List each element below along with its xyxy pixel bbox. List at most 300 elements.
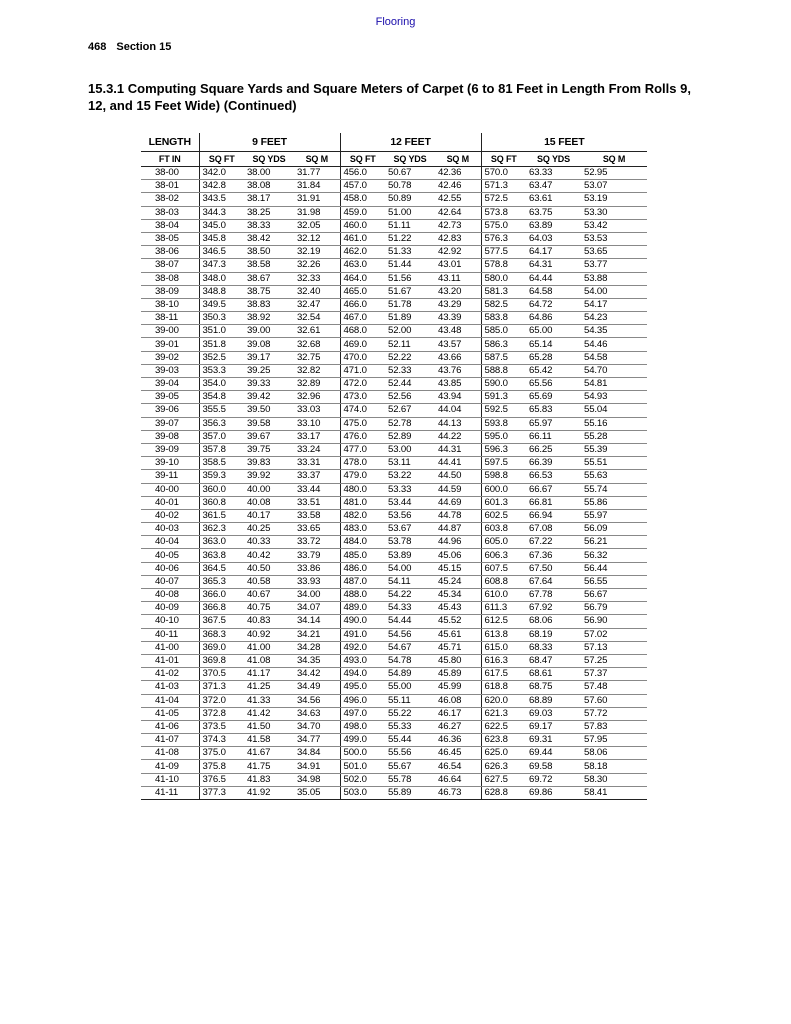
cell-sqm-12: 44.13 [435,417,481,430]
cell-sqm-12: 43.48 [435,325,481,338]
cell-length: 40-06 [141,562,199,575]
cell-sqft-9: 369.0 [199,641,244,654]
cell-sqft-12: 460.0 [340,219,385,232]
cell-sqft-15: 613.8 [481,628,526,641]
cell-sqft-15: 582.5 [481,298,526,311]
cell-sqft-15: 580.0 [481,272,526,285]
cell-sqyds-15: 63.33 [526,167,581,180]
cell-sqyds-15: 64.72 [526,298,581,311]
cell-sqft-15: 626.3 [481,760,526,773]
cell-sqft-12: 495.0 [340,681,385,694]
cell-sqyds-15: 69.86 [526,786,581,799]
cell-length: 41-11 [141,786,199,799]
cell-length: 40-02 [141,509,199,522]
cell-sqyds-9: 40.92 [244,628,294,641]
cell-sqyds-15: 67.22 [526,536,581,549]
table-body [141,167,647,800]
cell-sqyds-9: 38.00 [244,167,294,180]
table-row [141,232,647,245]
cell-length: 39-07 [141,417,199,430]
cell-sqyds-15: 67.36 [526,549,581,562]
cell-sqm-9: 32.68 [294,338,340,351]
cell-sqm-15: 55.51 [581,457,647,470]
cell-sqm-12: 43.85 [435,378,481,391]
cell-sqft-15: 596.3 [481,443,526,456]
cell-sqyds-15: 64.86 [526,312,581,325]
cell-sqm-15: 56.09 [581,523,647,536]
cell-sqyds-15: 68.61 [526,668,581,681]
cell-sqyds-12: 51.44 [385,259,435,272]
cell-sqft-12: 491.0 [340,628,385,641]
cell-length: 40-03 [141,523,199,536]
cell-sqm-12: 46.73 [435,786,481,799]
cell-sqm-12: 42.46 [435,180,481,193]
table-row [141,562,647,575]
cell-sqft-15: 602.5 [481,509,526,522]
cell-sqft-15: 573.8 [481,206,526,219]
cell-sqm-12: 45.06 [435,549,481,562]
cell-sqm-15: 56.44 [581,562,647,575]
page-number: 468 [88,41,107,53]
cell-sqm-12: 44.96 [435,536,481,549]
cell-sqyds-9: 40.42 [244,549,294,562]
cell-sqft-15: 585.0 [481,325,526,338]
cell-sqm-9: 33.31 [294,457,340,470]
cell-sqm-9: 32.47 [294,298,340,311]
cell-sqft-15: 606.3 [481,549,526,562]
cell-sqm-15: 56.21 [581,536,647,549]
table-row [141,734,647,747]
cell-sqm-12: 45.43 [435,602,481,615]
cell-sqm-15: 53.30 [581,206,647,219]
cell-sqyds-15: 68.06 [526,615,581,628]
table-row [141,628,647,641]
cell-sqm-12: 45.71 [435,641,481,654]
cell-length: 41-08 [141,747,199,760]
table-row [141,312,647,325]
table-row [141,549,647,562]
cell-sqft-15: 600.0 [481,483,526,496]
cell-length: 38-05 [141,232,199,245]
cell-sqm-15: 54.23 [581,312,647,325]
cell-sqft-12: 498.0 [340,720,385,733]
group-header-row [141,133,647,152]
cell-length: 38-08 [141,272,199,285]
cell-sqft-9: 347.3 [199,259,244,272]
cell-sqyds-15: 69.03 [526,707,581,720]
cell-sqft-12: 487.0 [340,575,385,588]
cell-sqyds-12: 53.78 [385,536,435,549]
cell-sqft-15: 570.0 [481,167,526,180]
col-sqft-15: SQ FT [481,152,526,167]
table-row [141,457,647,470]
cell-sqm-12: 46.36 [435,734,481,747]
cell-sqyds-9: 40.67 [244,589,294,602]
cell-sqm-9: 34.56 [294,694,340,707]
cell-sqft-9: 375.8 [199,760,244,773]
cell-sqft-9: 364.5 [199,562,244,575]
cell-sqft-12: 490.0 [340,615,385,628]
cell-sqft-9: 344.3 [199,206,244,219]
cell-sqyds-9: 41.00 [244,641,294,654]
cell-sqft-15: 597.5 [481,457,526,470]
group-header-12ft: 12 FEET [340,133,481,152]
cell-sqft-9: 361.5 [199,509,244,522]
cell-sqyds-12: 52.00 [385,325,435,338]
cell-sqm-9: 34.70 [294,720,340,733]
cell-sqm-12: 44.78 [435,509,481,522]
cell-sqm-12: 44.04 [435,404,481,417]
cell-sqyds-9: 41.92 [244,786,294,799]
cell-sqyds-9: 40.17 [244,509,294,522]
cell-sqm-9: 34.49 [294,681,340,694]
table-row [141,167,647,180]
cell-sqm-15: 54.17 [581,298,647,311]
cell-sqm-12: 45.61 [435,628,481,641]
cell-sqft-9: 342.0 [199,167,244,180]
table-row [141,417,647,430]
table-row [141,246,647,259]
cell-sqm-15: 56.90 [581,615,647,628]
cell-sqyds-9: 40.08 [244,496,294,509]
cell-sqm-9: 31.77 [294,167,340,180]
cell-sqft-12: 493.0 [340,654,385,667]
cell-sqyds-12: 54.67 [385,641,435,654]
cell-sqft-9: 349.5 [199,298,244,311]
section-title: 15.3.1 Computing Square Yards and Square Meters of Carpet (6 to 81 Feet in Length From Rolls 9, 12, and 15 Feet Wide) (Continued) [88,81,691,113]
cell-sqft-15: 628.8 [481,786,526,799]
cell-sqm-12: 46.27 [435,720,481,733]
cell-sqm-12: 43.39 [435,312,481,325]
table-row [141,523,647,536]
cell-sqft-9: 366.0 [199,589,244,602]
cell-sqm-15: 53.19 [581,193,647,206]
cell-sqyds-15: 69.31 [526,734,581,747]
cell-sqft-15: 576.3 [481,232,526,245]
cell-length: 41-09 [141,760,199,773]
cell-sqft-15: 587.5 [481,351,526,364]
cell-sqyds-12: 55.89 [385,786,435,799]
table-row [141,206,647,219]
cell-sqft-9: 366.8 [199,602,244,615]
cell-sqft-15: 605.0 [481,536,526,549]
cell-sqyds-15: 68.75 [526,681,581,694]
cell-sqm-9: 33.58 [294,509,340,522]
cell-sqft-12: 482.0 [340,509,385,522]
cell-sqm-15: 54.81 [581,378,647,391]
column-header-row [141,152,647,167]
cell-sqyds-15: 67.64 [526,575,581,588]
cell-sqft-12: 489.0 [340,602,385,615]
cell-sqm-12: 43.01 [435,259,481,272]
cell-sqm-15: 55.97 [581,509,647,522]
cell-sqyds-15: 65.00 [526,325,581,338]
cell-sqft-12: 474.0 [340,404,385,417]
cell-sqm-12: 45.99 [435,681,481,694]
cell-sqm-15: 53.07 [581,180,647,193]
cell-sqm-15: 57.72 [581,707,647,720]
cell-sqyds-12: 55.78 [385,773,435,786]
table-row [141,298,647,311]
cell-sqm-9: 32.40 [294,285,340,298]
cell-length: 39-01 [141,338,199,351]
cell-sqm-9: 34.77 [294,734,340,747]
cell-sqyds-15: 69.58 [526,760,581,773]
cell-sqyds-15: 65.14 [526,338,581,351]
cell-sqft-9: 357.8 [199,443,244,456]
cell-sqm-12: 42.73 [435,219,481,232]
cell-sqyds-9: 40.33 [244,536,294,549]
flooring-link[interactable]: Flooring [375,16,416,28]
cell-sqft-12: 480.0 [340,483,385,496]
col-sqm-12: SQ M [435,152,481,167]
cell-sqyds-12: 50.67 [385,167,435,180]
cell-sqyds-9: 41.25 [244,681,294,694]
cell-length: 38-11 [141,312,199,325]
cell-sqyds-12: 52.78 [385,417,435,430]
table-row [141,760,647,773]
cell-sqm-9: 32.19 [294,246,340,259]
cell-sqyds-15: 65.69 [526,391,581,404]
cell-sqft-9: 348.0 [199,272,244,285]
cell-sqyds-9: 39.00 [244,325,294,338]
cell-length: 39-06 [141,404,199,417]
cell-sqft-9: 354.8 [199,391,244,404]
cell-sqft-12: 484.0 [340,536,385,549]
cell-sqyds-9: 41.42 [244,707,294,720]
cell-length: 38-06 [141,246,199,259]
cell-sqyds-12: 54.78 [385,654,435,667]
cell-sqm-15: 57.83 [581,720,647,733]
cell-sqm-15: 56.32 [581,549,647,562]
section-label: Section 15 [116,41,172,53]
cell-length: 39-11 [141,470,199,483]
table-row [141,272,647,285]
cell-sqm-15: 57.25 [581,654,647,667]
cell-sqyds-9: 41.17 [244,668,294,681]
cell-sqft-12: 477.0 [340,443,385,456]
cell-sqm-15: 57.13 [581,641,647,654]
cell-sqm-15: 57.95 [581,734,647,747]
cell-sqft-12: 500.0 [340,747,385,760]
cell-sqm-9: 33.03 [294,404,340,417]
cell-sqm-9: 32.82 [294,364,340,377]
cell-length: 39-04 [141,378,199,391]
cell-sqm-12: 44.69 [435,496,481,509]
cell-sqft-15: 581.3 [481,285,526,298]
cell-sqm-15: 54.70 [581,364,647,377]
table-row [141,364,647,377]
cell-sqm-12: 45.34 [435,589,481,602]
table-row [141,681,647,694]
cell-sqm-15: 53.77 [581,259,647,272]
cell-sqyds-12: 52.67 [385,404,435,417]
cell-sqyds-15: 64.17 [526,246,581,259]
cell-sqft-9: 372.8 [199,707,244,720]
cell-sqft-15: 603.8 [481,523,526,536]
cell-sqm-9: 34.91 [294,760,340,773]
cell-sqft-12: 468.0 [340,325,385,338]
cell-sqyds-15: 68.33 [526,641,581,654]
cell-sqm-9: 32.12 [294,232,340,245]
page-header [88,41,171,53]
cell-sqft-15: 601.3 [481,496,526,509]
cell-sqft-12: 492.0 [340,641,385,654]
table-row [141,654,647,667]
cell-sqft-9: 374.3 [199,734,244,747]
table-row [141,668,647,681]
cell-sqyds-9: 39.25 [244,364,294,377]
cell-sqm-15: 54.58 [581,351,647,364]
cell-sqyds-12: 53.89 [385,549,435,562]
cell-sqyds-12: 54.44 [385,615,435,628]
cell-sqm-15: 58.06 [581,747,647,760]
cell-length: 39-10 [141,457,199,470]
cell-sqyds-15: 68.89 [526,694,581,707]
cell-sqft-12: 483.0 [340,523,385,536]
cell-sqyds-12: 53.22 [385,470,435,483]
cell-sqft-9: 377.3 [199,786,244,799]
cell-sqyds-9: 41.58 [244,734,294,747]
cell-length: 38-07 [141,259,199,272]
cell-length: 38-00 [141,167,199,180]
cell-sqft-9: 367.5 [199,615,244,628]
cell-sqm-9: 34.84 [294,747,340,760]
cell-sqft-9: 371.3 [199,681,244,694]
cell-sqm-9: 34.00 [294,589,340,602]
cell-sqm-15: 55.16 [581,417,647,430]
cell-sqft-9: 363.0 [199,536,244,549]
cell-sqm-12: 43.11 [435,272,481,285]
cell-sqft-15: 625.0 [481,747,526,760]
cell-sqm-12: 42.55 [435,193,481,206]
cell-sqyds-9: 38.08 [244,180,294,193]
cell-sqyds-9: 38.42 [244,232,294,245]
cell-sqm-12: 45.24 [435,575,481,588]
cell-sqyds-15: 66.39 [526,457,581,470]
cell-sqyds-9: 38.58 [244,259,294,272]
cell-sqyds-12: 52.33 [385,364,435,377]
col-sqm-9: SQ M [294,152,340,167]
cell-sqm-15: 57.02 [581,628,647,641]
col-sqyds-9: SQ YDS [244,152,294,167]
cell-sqft-15: 620.0 [481,694,526,707]
cell-length: 41-05 [141,707,199,720]
cell-sqft-15: 611.3 [481,602,526,615]
col-sqyds-15: SQ YDS [526,152,581,167]
cell-sqm-9: 33.10 [294,417,340,430]
cell-sqm-12: 46.17 [435,707,481,720]
cell-sqm-9: 33.44 [294,483,340,496]
cell-sqyds-9: 39.67 [244,430,294,443]
cell-sqyds-15: 67.92 [526,602,581,615]
cell-length: 40-10 [141,615,199,628]
cell-length: 39-05 [141,391,199,404]
cell-length: 39-00 [141,325,199,338]
cell-sqyds-12: 54.11 [385,575,435,588]
cell-sqft-15: 622.5 [481,720,526,733]
cell-sqyds-15: 65.28 [526,351,581,364]
cell-sqft-15: 572.5 [481,193,526,206]
cell-sqft-12: 456.0 [340,167,385,180]
cell-sqyds-9: 41.08 [244,654,294,667]
cell-sqft-15: 627.5 [481,773,526,786]
cell-sqm-9: 34.14 [294,615,340,628]
cell-sqyds-12: 54.89 [385,668,435,681]
cell-sqft-12: 471.0 [340,364,385,377]
cell-sqft-12: 502.0 [340,773,385,786]
cell-sqft-12: 457.0 [340,180,385,193]
cell-sqft-9: 345.8 [199,232,244,245]
table-row [141,259,647,272]
cell-sqyds-9: 38.67 [244,272,294,285]
cell-length: 40-09 [141,602,199,615]
cell-sqyds-9: 38.75 [244,285,294,298]
cell-sqyds-12: 55.11 [385,694,435,707]
cell-sqyds-12: 51.67 [385,285,435,298]
cell-sqyds-12: 51.89 [385,312,435,325]
carpet-table-figure [141,133,647,909]
cell-sqft-12: 496.0 [340,694,385,707]
cell-sqyds-12: 52.89 [385,430,435,443]
cell-length: 40-11 [141,628,199,641]
cell-sqyds-15: 67.08 [526,523,581,536]
cell-sqft-9: 352.5 [199,351,244,364]
cell-sqyds-9: 39.92 [244,470,294,483]
col-sqft-12: SQ FT [340,152,385,167]
table-row [141,219,647,232]
cell-sqft-9: 351.8 [199,338,244,351]
cell-sqft-9: 351.0 [199,325,244,338]
cell-sqft-9: 345.0 [199,219,244,232]
cell-sqyds-15: 67.78 [526,589,581,602]
cell-sqm-12: 43.94 [435,391,481,404]
cell-length: 41-10 [141,773,199,786]
cell-sqm-12: 42.92 [435,246,481,259]
cell-sqft-12: 503.0 [340,786,385,799]
cell-sqm-12: 45.52 [435,615,481,628]
table-row [141,470,647,483]
cell-sqm-9: 32.96 [294,391,340,404]
table-row [141,443,647,456]
cell-sqft-15: 593.8 [481,417,526,430]
cell-sqm-15: 54.35 [581,325,647,338]
table-row [141,589,647,602]
cell-sqft-9: 362.3 [199,523,244,536]
table-row [141,391,647,404]
col-sqm-15: SQ M [581,152,647,167]
table-row [141,404,647,417]
cell-sqft-12: 463.0 [340,259,385,272]
cell-sqyds-15: 64.58 [526,285,581,298]
cell-sqyds-9: 40.58 [244,575,294,588]
cell-sqft-9: 368.3 [199,628,244,641]
cell-sqyds-12: 55.67 [385,760,435,773]
table-row [141,509,647,522]
cell-sqyds-9: 40.75 [244,602,294,615]
cell-sqft-12: 465.0 [340,285,385,298]
cell-sqm-9: 33.24 [294,443,340,456]
cell-sqyds-12: 53.11 [385,457,435,470]
col-sqyds-12: SQ YDS [385,152,435,167]
cell-sqft-15: 623.8 [481,734,526,747]
cell-sqyds-9: 39.83 [244,457,294,470]
cell-sqm-15: 57.60 [581,694,647,707]
table-row [141,720,647,733]
cell-length: 38-10 [141,298,199,311]
cell-sqm-15: 54.93 [581,391,647,404]
cell-sqft-9: 375.0 [199,747,244,760]
